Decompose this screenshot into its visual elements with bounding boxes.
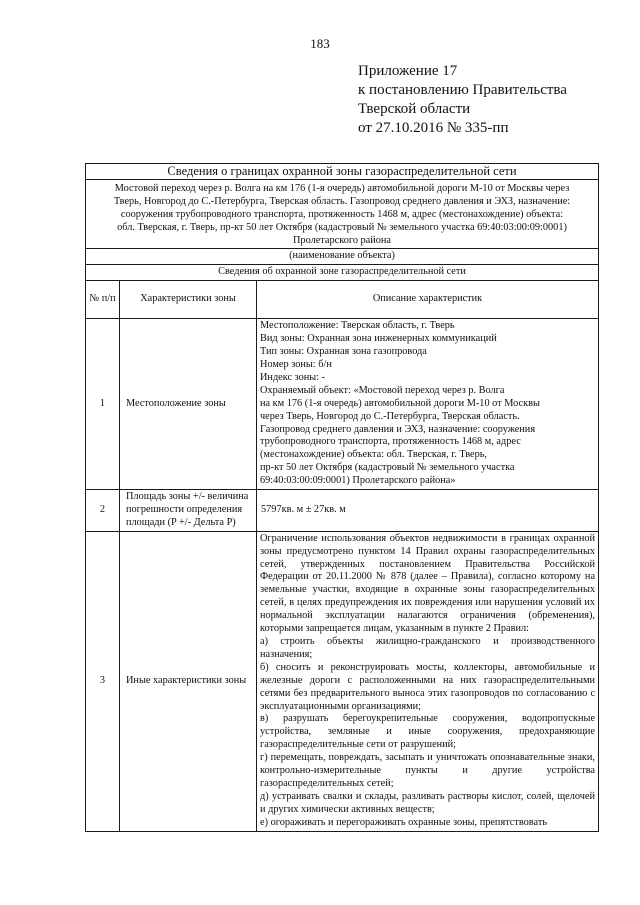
- restriction-paragraph: д) устраивать свалки и склады, разливать растворы кислот, солей, щелочей и других химически активных веществ;: [260, 790, 596, 815]
- table-row: [86, 319, 599, 490]
- row-characteristic: Площадь зоны +/- величина погрешности определения площади (P +/- Дельта P): [120, 490, 257, 532]
- table-row: [86, 490, 599, 532]
- appendix-line-2: к постановлению Правительства: [358, 82, 567, 98]
- description-line: 69:40:03:00:09:0001) Пролетарского района»: [260, 475, 456, 487]
- description-line: пр-кт 50 лет Октября (кадастровый № земельного участка: [260, 462, 515, 474]
- table-title: Сведения о границах охранной зоны газораспределительной сети: [86, 164, 599, 180]
- header-num: № п/п: [86, 281, 120, 319]
- appendix-line-3: Тверской области: [358, 101, 471, 117]
- row-characteristic: Иные характеристики зоны: [120, 531, 257, 831]
- description-line: на км 176 (1-я очередь) автомобильной дороги М-10 от Москвы: [260, 397, 540, 409]
- description-line: Местоположение: Тверская область, г. Тверь: [260, 320, 455, 332]
- row-num: 3: [86, 531, 120, 831]
- appendix-line-4: от 27.10.2016 № 335-пп: [358, 120, 509, 136]
- description-line: Охраняемый объект: «Мостовой переход через р. Волга: [260, 384, 505, 396]
- row-num: 1: [86, 319, 120, 490]
- description-line: Вид зоны: Охранная зона инженерных коммуникаций: [260, 333, 497, 345]
- object-line: Мостовой переход через р. Волга на км 176 (1-я очередь) автомобильной дороги М-10 от Москвы через: [114, 182, 570, 194]
- object-line: Пролетарского района: [293, 234, 391, 246]
- appendix-heading: [358, 62, 628, 138]
- protection-zone-table: [85, 163, 599, 832]
- row-description: [257, 319, 599, 490]
- description-line: Тип зоны: Охранная зона газопровода: [260, 346, 427, 358]
- description-line: Индекс зоны: -: [260, 371, 326, 383]
- object-name-cell: [86, 179, 599, 249]
- section-title: Сведения об охранной зоне газораспределительной сети: [86, 265, 599, 281]
- row-characteristic: Местоположение зоны: [120, 319, 257, 490]
- row-description: 5797кв. м ± 27кв. м: [257, 490, 599, 532]
- page-number: 183: [310, 36, 330, 51]
- object-line: Тверь, Новгород до С.-Петербурга, Тверская область. Газопровод среднего давления и ЭХЗ, назначение:: [113, 195, 571, 207]
- restriction-paragraph: в) разрушать берегоукрепительные сооружения, водопропускные устройства, земляные и иные сооружения, предохраняющие газораспределительные сети от разрушений;: [260, 713, 596, 751]
- header-characteristic: Характеристики зоны: [120, 281, 257, 319]
- restriction-paragraph: е) огораживать и перегораживать охранные зоны, препятствовать: [260, 816, 548, 828]
- object-caption: (наименование объекта): [86, 249, 599, 265]
- restriction-paragraph: г) перемещать, повреждать, засыпать и уничтожать опознавательные знаки, контрольно-измерительные пункты и другие устройства газораспределительных сетей;: [260, 752, 596, 789]
- object-line: обл. Тверская, г. Тверь, пр-кт 50 лет Октября (кадастровый № земельного участка 69:40:03:00:09:0001): [117, 221, 567, 233]
- description-line: Газопровод среднего давления и ЭХЗ, назначение: сооружения: [260, 423, 536, 435]
- description-line: трубопроводного транспорта, протяженность 1468 м, адрес: [260, 436, 521, 448]
- row-description: [257, 531, 599, 831]
- restriction-paragraph: б) сносить и реконструировать мосты, коллекторы, автомобильные и железные дороги с расположенными на них газораспределительными сетями без предварительного выноса этих газопроводов по согласованию с эксплуатационными организациями;: [260, 661, 596, 712]
- header-description: Описание характеристик: [257, 281, 599, 319]
- description-line: через Тверь, Новгород до С.-Петербурга, Тверская область.: [260, 410, 520, 422]
- description-line: Номер зоны: б/н: [260, 358, 332, 370]
- table-row: [86, 531, 599, 831]
- appendix-line-1: Приложение 17: [358, 63, 458, 79]
- object-line: сооружения трубопроводного транспорта, протяженность 1468 м, адрес (местонахождение) объекта:: [120, 208, 564, 220]
- row-num: 2: [86, 490, 120, 532]
- restriction-paragraph: Ограничение использования объектов недвижимости в границах охранной зоны предусмотрено пунктом 14 Правил охраны газораспределительных сетей, утвержденных постановлением Правительства Российской Федерации от 20.11.2000 № 878 (далее – Правила), согласно которому на земельные участки, входящие в охранные зоны газораспределительных сетей, в целях предупреждения их повреждения или нарушения условий их нормальной эксплуатации налагаются ограничения (обременения), которыми запрещается лицам, указанным в пункте 2 Правил:: [260, 532, 596, 635]
- restriction-paragraph: а) строить объекты жилищно-гражданского и производственного назначения;: [260, 636, 596, 660]
- description-line: (местонахождение) объекта: обл. Тверская, г. Тверь,: [260, 449, 487, 461]
